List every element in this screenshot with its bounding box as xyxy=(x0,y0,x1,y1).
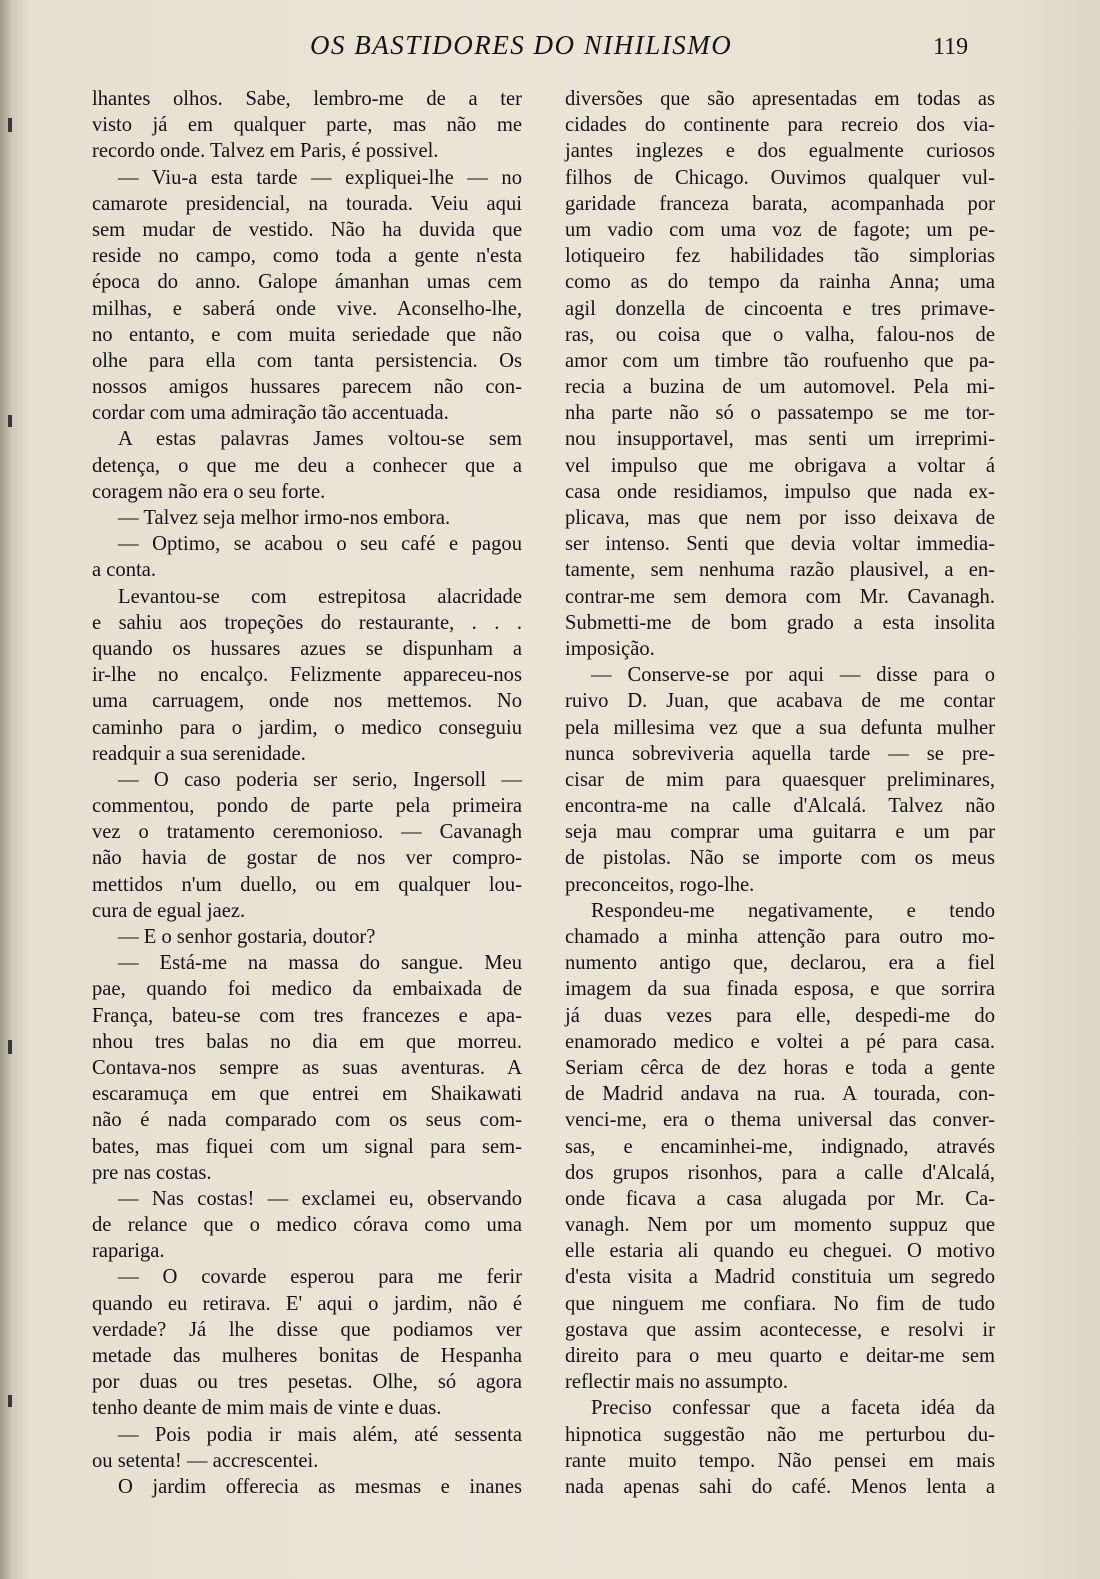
text-line: como as do tempo da rainha Anna; uma xyxy=(565,271,995,294)
text-line: pae, quando foi medico da embaixada de xyxy=(92,978,522,1001)
text-line: O jardim offerecia as mesmas e inanes xyxy=(118,1475,522,1498)
text-line: nada apenas sahi do café. Menos lenta a xyxy=(565,1475,995,1498)
page-number: 119 xyxy=(933,34,969,60)
text-line: no entanto, e com muita seriedade que não xyxy=(92,323,522,346)
text-line: época do anno. Galope ámanhan umas cem xyxy=(92,271,522,294)
text-line: contrar-me sem demora com Mr. Cavanagh. xyxy=(565,585,995,608)
text-line: onde ficava a casa alugada por Mr. Ca- xyxy=(565,1187,995,1210)
text-line: vel impulso que me obrigava a voltar á xyxy=(565,454,995,477)
text-line: garidade franceza barata, acompanhada por xyxy=(565,192,995,215)
text-line: amor com um timbre tão roufuenho que pa- xyxy=(565,349,995,372)
text-line: hipnotica suggestão não me perturbou du- xyxy=(565,1423,995,1446)
text-line: tenho deante de mim mais de vinte e duas. xyxy=(92,1397,442,1420)
text-line: Respondeu-me negativamente, e tendo xyxy=(591,899,995,922)
text-line: jantes inglezes e dos egualmente curiosos xyxy=(565,140,995,163)
text-line: não havia de gostar de nos ver compro- xyxy=(92,847,522,870)
text-line: olhe para ella com tanta persistencia. Os xyxy=(92,349,522,372)
text-line: casa onde residiamos, impulso que nada ex- xyxy=(565,480,995,503)
right-text-column xyxy=(565,86,995,1500)
text-line: — Pois podia ir mais além, até sessenta xyxy=(118,1423,522,1446)
text-line: visto já em qualquer parte, mas não me xyxy=(92,114,522,137)
text-line: cura de egual jaez. xyxy=(92,899,246,922)
text-line: de pistolas. Não se importe com os meus xyxy=(565,847,995,870)
text-line: Contava-nos sempre as suas aventuras. A xyxy=(92,1056,522,1079)
text-line: — Talvez seja melhor irmo-nos embora. xyxy=(118,507,451,529)
text-line: a conta. xyxy=(92,559,157,582)
text-line: — Optimo, se acabou o seu café e pagou xyxy=(118,533,522,556)
text-line: pela millesima vez que a sua defunta mulher xyxy=(565,716,995,739)
text-line: que ninguem me confiara. No fim de tudo xyxy=(565,1292,995,1315)
text-line: dos grupos risonhos, para a calle d'Alcalá, xyxy=(565,1161,995,1184)
text-line: por duas ou tres pesetas. Olhe, só agora xyxy=(92,1371,522,1394)
text-line: enamorado medico e voltei a pé para casa. xyxy=(565,1030,995,1053)
text-line: cisar de mim para quaesquer preliminares, xyxy=(565,768,995,791)
text-line: nha parte não só o passatempo se me tor- xyxy=(565,402,995,425)
text-line: reside no campo, como toda a gente n'esta xyxy=(92,245,522,268)
text-line: caminho para o jardim, o medico conseguiu xyxy=(92,716,522,739)
text-line: imagem da sua finada esposa, e que sorrira xyxy=(565,978,995,1001)
text-line: — O covarde esperou para me ferir xyxy=(118,1266,522,1289)
text-line: sas, e encaminhei-me, indignado, através xyxy=(565,1135,995,1158)
text-line: reflectir mais no assumpto. xyxy=(565,1371,789,1394)
text-line: camarote presidencial, na tourada. Veiu aqui xyxy=(92,192,522,215)
text-line: d'esta visita a Madrid constituia um segredo xyxy=(565,1266,995,1289)
text-line: sem mudar de vestido. Não ha duvida que xyxy=(92,218,522,241)
gutter-mark xyxy=(8,1040,12,1054)
gutter-mark xyxy=(8,118,12,132)
text-line: nou insupportavel, mas senti um irreprimi- xyxy=(565,428,995,451)
left-text-column xyxy=(92,86,522,1500)
text-line: A estas palavras James voltou-se sem xyxy=(118,428,522,451)
text-line: quando eu retirava. E' aqui o jardim, não é xyxy=(92,1292,522,1315)
text-line: — Está-me na massa do sangue. Meu xyxy=(118,952,522,975)
text-line: nossos amigos hussares parecem não con- xyxy=(92,376,522,399)
text-line: readquir a sua serenidade. xyxy=(92,742,306,765)
text-line: Levantou-se com estrepitosa alacridade xyxy=(118,585,522,608)
text-line: — E o senhor gostaria, doutor? xyxy=(118,926,376,948)
text-line: detença, o que me deu a conhecer que a xyxy=(92,454,522,477)
text-line: bates, mas fiquei com um signal para sem- xyxy=(92,1135,522,1158)
text-line: nunca sobreviveria aquella tarde — se pre- xyxy=(565,742,995,765)
text-line: quando os hussares azues se dispunham a xyxy=(92,637,522,660)
text-line: não é nada comparado com os seus com- xyxy=(92,1109,522,1132)
text-line: commentou, pondo de parte pela primeira xyxy=(92,795,522,818)
text-line: mettidos n'um duello, ou em qualquer lou- xyxy=(92,873,522,896)
gutter-mark xyxy=(8,415,12,427)
text-line: de Madrid andava na rua. A tourada, con- xyxy=(565,1083,995,1106)
text-line: ras, ou coisa que o valha, falou-nos de xyxy=(565,323,995,346)
text-line: escaramuça em que entrei em Shaikawati xyxy=(92,1083,522,1106)
text-line: lotiqueiro fez habilidades tão simplorias xyxy=(565,245,995,268)
text-line: ruivo D. Juan, que acabava de me contar xyxy=(565,690,995,713)
text-line: já duas vezes para elle, despedi-me do xyxy=(565,1004,995,1027)
text-line: vez o tratamento ceremonioso. — Cavanagh xyxy=(92,821,522,844)
text-line: e sahiu aos tropeções do restaurante, . . . xyxy=(92,611,522,634)
text-line: — Conserve-se por aqui — disse para o xyxy=(591,664,995,687)
text-line: plicava, mas que nem por isso deixava de xyxy=(565,507,995,529)
text-line: — Viu-a esta tarde — expliquei-lhe — no xyxy=(118,166,522,189)
text-line: tamente, sem nenhuma razão plausivel, a en- xyxy=(565,559,995,582)
text-line: ir-lhe no encalço. Felizmente appareceu-nos xyxy=(92,664,522,687)
text-line: cidades do continente para recreio dos via- xyxy=(565,114,995,137)
text-line: — Nas costas! — exclamei eu, observando xyxy=(118,1187,522,1210)
text-line: direito para o meu quarto e deitar-me sem xyxy=(565,1345,995,1367)
binding-gutter xyxy=(8,0,14,1579)
text-line: de relance que o medico córava como uma xyxy=(92,1214,522,1237)
text-line: coragem não era o seu forte. xyxy=(92,480,326,503)
text-line: rante muito tempo. Não pensei em mais xyxy=(565,1449,995,1472)
running-title: OS BASTIDORES DO NIHILISMO xyxy=(310,30,733,60)
text-line: encontra-me na calle d'Alcalá. Talvez não xyxy=(565,795,995,818)
text-line: imposição. xyxy=(565,637,655,660)
text-line: uma carruagem, onde nos mettemos. No xyxy=(92,690,522,713)
text-line: ou setenta! — accrescentei. xyxy=(92,1449,319,1472)
text-line: chamado a minha attenção para outro mo- xyxy=(565,926,995,948)
text-line: vanagh. Nem por um momento suppuz que xyxy=(565,1214,995,1237)
text-line: preconceitos, rogo-lhe. xyxy=(565,873,755,896)
text-line: numento antigo que, declarou, era a fiel xyxy=(565,952,995,975)
text-line: venci-me, era o thema universal das conver- xyxy=(565,1109,995,1132)
text-line: ser intenso. Senti que devia voltar immedia- xyxy=(565,533,995,556)
text-line: Preciso confessar que a faceta idéa da xyxy=(591,1397,995,1420)
text-line: rapariga. xyxy=(92,1240,165,1263)
text-line: cordar com uma admiração tão accentuada. xyxy=(92,402,449,425)
text-line: França, bateu-se com tres francezes e apa- xyxy=(92,1004,522,1027)
text-line: recordo onde. Talvez em Paris, é possivel. xyxy=(92,140,439,163)
text-line: milhas, e saberá onde vive. Aconselho-lhe, xyxy=(92,297,522,320)
text-line: seja mau comprar uma guitarra e um par xyxy=(565,821,995,844)
text-line: metade das mulheres bonitas de Hespanha xyxy=(92,1345,522,1367)
text-line: nhou tres balas no dia em que morreu. xyxy=(92,1030,522,1053)
text-line: — O caso poderia ser serio, Ingersoll — xyxy=(118,768,522,791)
text-line: gostava que assim acontecesse, e resolvi ir xyxy=(565,1318,995,1341)
text-line: Seriam cêrca de dez horas e toda a gente xyxy=(565,1056,995,1079)
text-line: pre nas costas. xyxy=(92,1161,212,1184)
gutter-mark xyxy=(8,1395,12,1407)
text-line: recia a buzina de um automovel. Pela mi- xyxy=(565,376,995,399)
text-line: elle estaria ali quando eu cheguei. O motivo xyxy=(565,1240,995,1263)
text-line: Submetti-me de bom grado a esta insolita xyxy=(565,611,995,634)
text-line: filhos de Chicago. Ouvimos qualquer vul- xyxy=(565,166,995,189)
text-line: diversões que são apresentadas em todas as xyxy=(565,88,995,110)
text-line: um vadio com uma voz de fagote; um pe- xyxy=(565,218,995,241)
text-line: verdade? Já lhe disse que podiamos ver xyxy=(92,1318,522,1341)
text-line: agil donzella de cincoenta e tres primave- xyxy=(565,297,995,320)
text-line: lhantes olhos. Sabe, lembro-me de a ter xyxy=(92,88,522,110)
page-header xyxy=(0,28,1100,68)
